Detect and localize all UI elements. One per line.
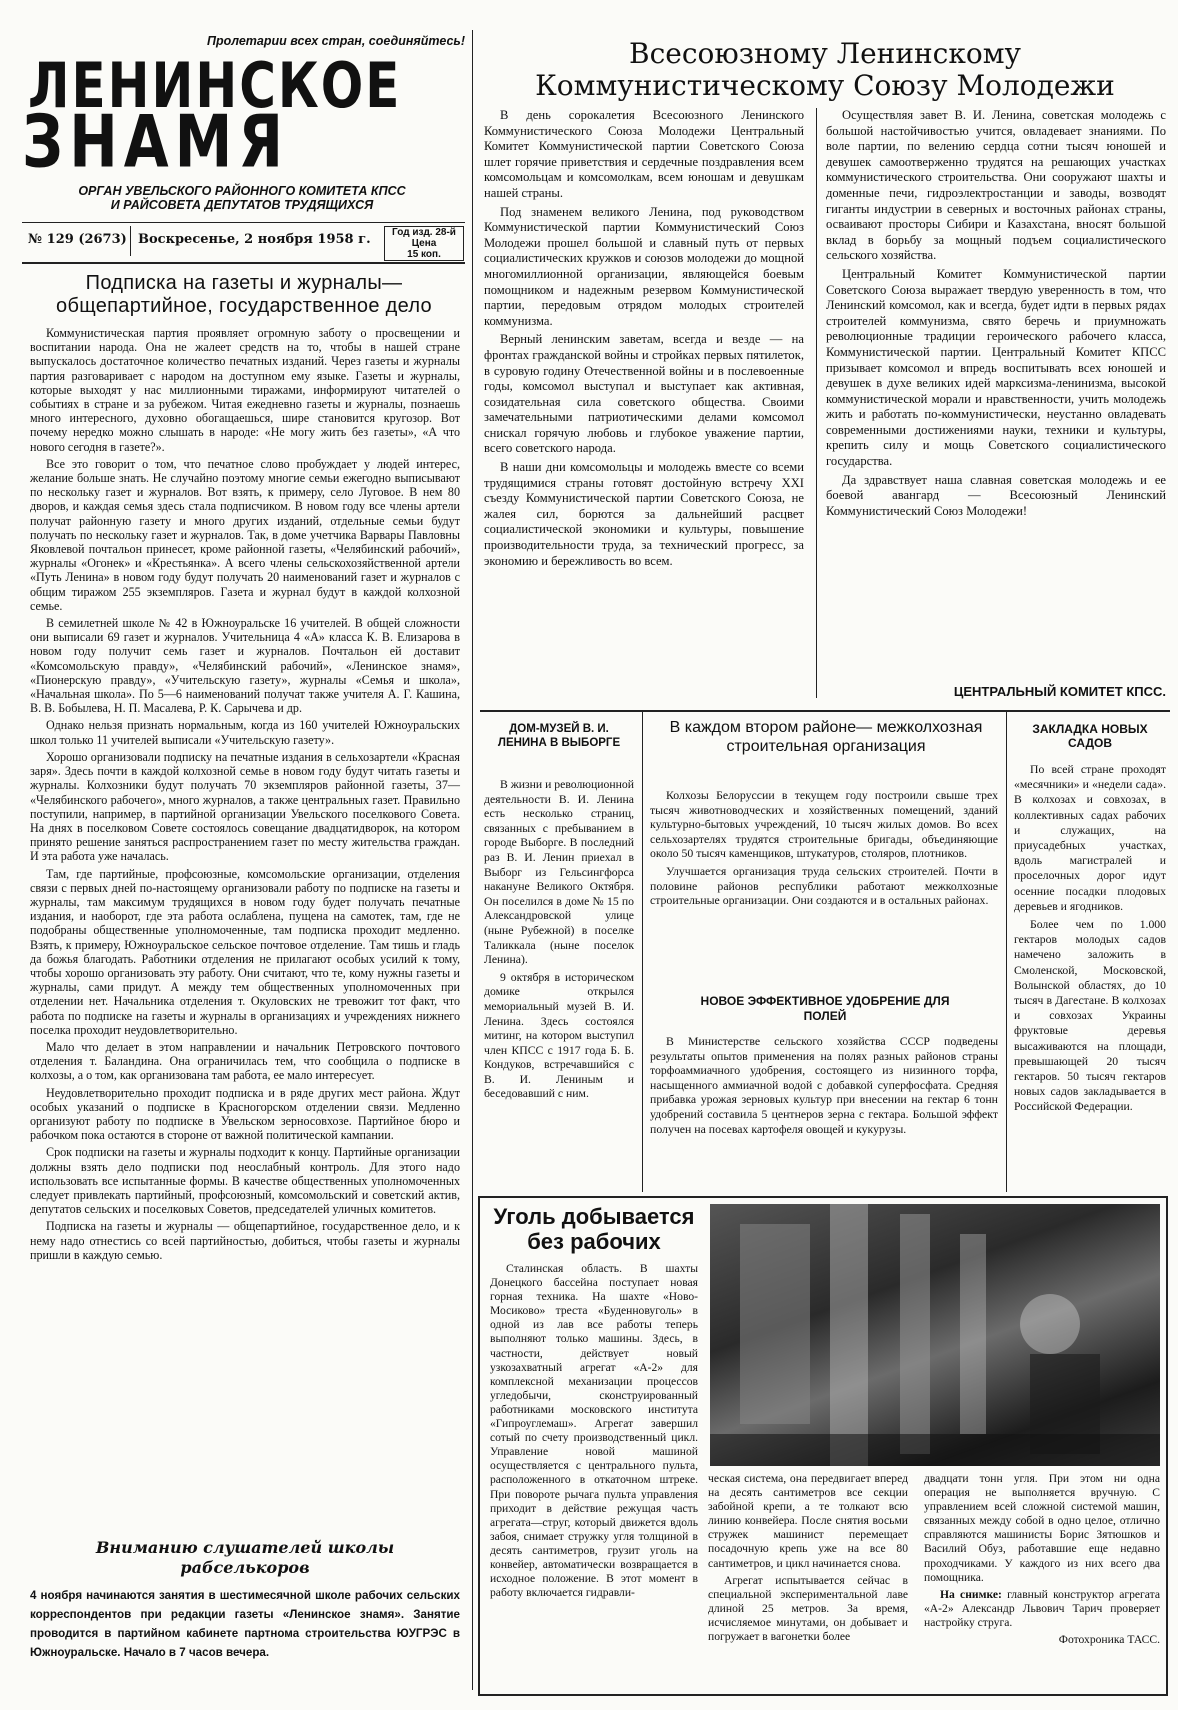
coal-paragraph: двадцати тонн угля. При этом ни одна операция не выполняется вручную. С управлением всей сложной системой машин, связанных между собой в одно целое, отлично справляются машинисты Борис Зятюшков и Василий Обуз, работавшие еще недавно проходчиками. У каждого из них всего два помощника.: [924, 1472, 1160, 1584]
lead-paragraph: Центральный Комитет Коммунистической партии Советского Союза выражает твердую уверенность в том, что Ленинский комсомол, как и всегда, будет идти в первых рядах строителей коммунизма, свято беречь и приумножать революционные традиции героического рабочего класса, Коммунистической партии. Центральный Комитет КПСС призывает комсомол и впредь воспитывать всех юношей и девушек в духе великих идей марксизма-ленинизма, высокой коммунистической морали и нравственности, учить молодежь жить и работать по-коммунистически, неустанно овладевать современными достижениями науки, техники и культуры, крепить силу и мощь Советского социалистического государства.: [826, 266, 1166, 469]
coal-paragraph: Агрегат испытывается сейчас в специальной экспериментальной лаве длиной 25 метров. За время, исчисляемое минутами, он добывает и погружает в вагонетки более: [708, 1573, 908, 1644]
museum-paragraph: 9 октября в историческом домике открылся мемориальный музей В. И. Ленина. Здесь состоялся митинг, на котором выступил член КПСС с 1917 года Б. Б. Кондуков, встречавшийся с В. И. Лениным и беседовавший с ним.: [484, 970, 634, 1101]
subscription-paragraph: Мало что делает в этом направлении и начальник Петровского почтового отделения т. Баландина. Она ограничилась тем, что сообщила о подписке в колхозы, а о том, как организована там работа, ее мало интересует.: [30, 1039, 460, 1083]
photo-credit: Фотохроника ТАСС.: [1058, 1633, 1160, 1647]
subscription-paragraph: Коммунистическая партия проявляет огромную заботу о просвещении и воспитании народа. Она не жалеет средств на то, чтобы в нашей стране выпускалось достаточное количество печатных изданий. Через газеты и журналы партия разговаривает с народом на доступном ему языке. Газеты и журналы, которые выходят у нас миллионными тиражами, информируют читателей о событиях в стране и за рубежом. Читая ежедневно газеты и журналы, познаешь много интересного, духовно обогащаешься, шире становится кругозор. Вот почему нередко можно слышать в народе: «Не могу жить без газеты», «А что нового сегодня в газете?».: [30, 326, 460, 454]
caption-text: главный конструктор агрегата «А-2» Александр Львович Тарич проверяет настройку струга.: [924, 1587, 1160, 1629]
lead-signature: ЦЕНТРАЛЬНЫЙ КОМИТЕТ КПСС.: [953, 684, 1166, 699]
notice-text: 4 ноября начинаются занятия в шестимесячной школе рабочих сельских корреспондентов при редакции газеты «Ленинское знамя». Занятие проводится в партийном кабинете партнома строительства ЮУГРЭС в Южноуральске. Начало в 7 часов вечера.: [30, 1589, 460, 1659]
gardens-title: ЗАКЛАДКА НОВЫХ САДОВ: [1032, 722, 1148, 750]
notice-title: [30, 1538, 460, 1578]
coal-paragraph: Сталинская область. В шахты Донецкого бассейна поступает новая горная техника. На шахте «Ново-Мосиково» треста «Буденновуголь» в одной из лав все работы теперь выполняют только машины. Здесь, в частности, действует новый узкозахватный агрегат «А-2» для комплексной механизации процессов угледобычи, сконструированный работниками московского института «Гипроуглемаш». Агрегат завершил сотый по счету производственный цикл. Управление новой машиной осуществляется с центрального пульта, расположенного в откаточном штреке. При повороте рычага пульта управления приходит в действие режущая часть агрегата—струг, который движется вдоль забоя, снимает стружку угля толщиной в десять сантиметров, грузит уголь на конвейер, автоматически возвращается в исходное положение. В этот момент в работу включается гидравли-: [490, 1262, 698, 1600]
subscription-paragraph: Неудовлетворительно проходит подписка и в ряде других мест района. Ждут особых указаний о подписке в Красногорском отделении связи. Медленно организуют работу по подписке в Увельском зерносовхозе. Партийное бюро и рабочком пока остаются в стороне от важной политической кампании.: [30, 1085, 460, 1143]
coal-column-2: [708, 1472, 908, 1647]
subscription-paragraph: Хорошо организовали подписку на печатные издания в сельхозартели «Красная заря». Здесь почти в каждой колхозной семье в новом году будут читать газеты и журналы. Колхозники будут получать 70 экземпляров районной газеты, 37— «Челябинского рабочего», много журналов, а также центральных газет. Правильно поступили, например, в партийной организации Увельского поселкового Совета. На днях в поселковом Совете состоялось совещание двадцатидворок, на котором принято решение заняться распространением газет по месту жительства граждан. И эта работа уже началась.: [30, 749, 460, 864]
subscription-paragraph: Все это говорит о том, что печатное слово пробуждает у людей интерес, желание больше знать. Не случайно поэтому многие семьи ежегодно выписывают по нескольку газет и журналов. Вот взять, к примеру, село Луговое. В нем 80 дворов, и каждая семья здесь стала подписчиком. В новом году все члены артели получат районную газету и много других изданий, отдельные семьи будут получать по нескольку газет и журналов. Так, в доме учетчика Варвары Павловны Яковлевой почтальон принесет, кроме районной газеты, «Челябинский рабочий», журналы «Огонек» и «Крестьянка». А всего члены сельскохозяйственной артели «Путь Ленина» в новом году будут получать 20 наименований газет и журналов с общим тиражом 255 экземпляров. Газета и журнал будут в каждой колхозной семье.: [30, 456, 460, 613]
issue-number: № 129 (2673): [28, 232, 127, 247]
fertilizer-title: НОВОЕ ЭФФЕКТИВНОЕ УДОБРЕНИЕ ДЛЯ ПОЛЕЙ: [700, 994, 950, 1023]
gardens-body: [1014, 762, 1166, 1118]
museum-paragraph: В жизни и революционной деятельности В. И. Ленина есть несколько страниц, связанных с пребыванием в городе Выборге. В последний раз В. И. Ленин приехал в Выборг из Гельсингфорса накануне Великого Октября. Он поселился в доме № 15 по Александровской улице (ныне Рубежной) в поселке Таликкала (ныне поселок Ленина).: [484, 778, 634, 967]
lead-paragraph: В день сорокалетия Всесоюзного Ленинского Коммунистического Союза Молодежи Центральный Комитет Коммунистической партии Советского Союза шлет горячие приветствия и сердечные поздравления всем комсомольцам и комсомолкам, всем юношам и девушкам нашей страны.: [484, 108, 804, 200]
lead-paragraph: Осуществляя завет В. И. Ленина, советская молодежь с большой настойчивостью учится, овладевает знаниями. По воле партии, по велению сердца сотни тысяч юношей и девушек самоотверженно трудятся на решающих участках коммунистического строительства. Они сооружают шахты и доменные печи, гидроэлектростанции и заводы, возводят гиганты индустрии в северных и восточных районах страны, осваивают просторы Сибири и Казахстана, вносят большой вклад в борьбу за мощный подъем социалистического сельского хозяйства.: [826, 108, 1166, 263]
construction-paragraph: Улучшается организация труда сельских строителей. Почти в половине районов республики работают межколхозные строительные организации. Они создаются и в остальных районах.: [650, 863, 998, 908]
lead-title-line2: Коммунистическому Союзу Молодежи: [535, 69, 1115, 102]
slogan: Пролетарии всех стран, соединяйтесь!: [206, 34, 465, 48]
subscription-body: [30, 326, 460, 1265]
lead-title-line1: Всесоюзному Ленинскому: [629, 37, 1021, 70]
masthead-title-line2: ЗНАМЯ: [22, 99, 290, 184]
gardens-paragraph: По всей стране проходят «месячники» и «недели сада». В колхозах и совхозах, в коллективных садах рабочих и служащих, на приусадебных участках, вдоль магистралей и проселочных дорог идут осенние посадки плодовых деревьев и ягодников.: [1014, 763, 1166, 913]
coal-column-3: [924, 1472, 1160, 1647]
lead-paragraph: Верный ленинским заветам, всегда и везде — на фронтах гражданской войны и стройках первых пятилеток, в суровую годину Отечественной войны и в послевоенные годы, комсомол выступал и выступает как активная, созидательная сила советского общества. Своими замечательными патриотическими делами комсомол снискал горячую любовь и глубокое уважение партии, всего советского народа.: [484, 332, 804, 456]
lead-paragraph: Под знаменем великого Ленина, под руководством Коммунистической партии Коммунистический Союз Молодежи прошел большой и славный путь от первых социалистических кружков и союзов молодежи до мощной многомиллионной организации, являющейся боевым помощником и надежным резервом Коммунистической партии, передовым отрядом молодых строителей коммунизма.: [484, 204, 804, 328]
coal-mining-photo: [710, 1204, 1160, 1466]
issue-date: Воскресенье, 2 ноября 1958 г.: [138, 232, 371, 247]
caption-label: На снимке:: [940, 1587, 1002, 1601]
publication-year: Год изд. 28-й: [392, 227, 456, 238]
masthead-subtitle: [22, 184, 462, 212]
price-value: 15 коп.: [407, 249, 441, 260]
subscription-paragraph: Подписка на газеты и журналы — общепартийное, государственное дело, и к нему надо отнестись со всей партийностью, добиться, чтобы газеты и журналы пришли в каждую семью.: [30, 1219, 460, 1262]
museum-title: ДОМ-МУЗЕЙ В. И. ЛЕНИНА В ВЫБОРГЕ: [497, 723, 621, 749]
year-price-box: [384, 226, 464, 261]
subscription-paragraph: Однако нельзя признать нормальным, когда из 160 учителей Южноуральских школ только 11 учителей выписали «Учительскую газету».: [30, 718, 460, 747]
subtitle-line1: ОРГАН УВЕЛЬСКОГО РАЙОННОГО КОМИТЕТА КПСС: [78, 184, 406, 198]
notice-title-line2: рабселькоров: [180, 1558, 310, 1577]
construction-body: [650, 788, 998, 911]
photo-caption: [924, 1588, 1160, 1630]
lead-title: [480, 38, 1170, 102]
museum-body: [484, 778, 634, 1105]
coal-title: [490, 1204, 698, 1254]
lead-paragraph: В наши дни комсомольцы и молодежь вместе со всеми трудящимися страны готовят достойную встречу XXI съезду Коммунистической партии Советского Союза, не жалея сил, борются за дальнейший расцвет социалистической экономики и культуры, повышение производительности труда, за технический прогресс, за экономию и бережливость во всем.: [484, 460, 804, 568]
construction-title: В каждом втором районе— межколхозная строительная организация: [669, 719, 983, 755]
coal-title-line1: Уголь добывается: [493, 1204, 695, 1229]
fertilizer-paragraph: В Министерстве сельского хозяйства СССР подведены результаты опытов применения на полях разных районов страны торфоаммиачного удобрения, состоящего из низинного торфа, насыщенного аммиачной водой с добавкой суперфосфата. Средняя прибавка урожая зерновых культур при внесении на гектар 6 тонн удобрений составила 5 центнеров зерна с гектара. Большой эффект получен на посевах картофеля овощей и кукурузы.: [650, 1034, 998, 1136]
lead-column-2: [826, 108, 1166, 522]
price-label: Цена: [411, 238, 437, 249]
subscription-paragraph: В семилетней школе № 42 в Южноуральске 16 учителей. В общей сложности они выписали 69 газет и журналов. Учительница 4 «А» класса К. В. Елизарова в новом году получит семь газет и журналов. Почтальон ей доставит «Комсомольскую правду», «Челябинский рабочий», «Ленинское знамя», «Пионерскую правду», «Учительскую газету», журналы «Семья и школа», «Начальная школа». По 5—6 наименований получат также учителя А. Г. Кашина, В. В. Бобылева, Н. П. Масалева, Р. К. Сарычева и др.: [30, 616, 460, 716]
subscription-title-line1: Подписка на газеты и журналы—: [85, 272, 403, 294]
notice-title-line1: Вниманию слушателей школы: [95, 1538, 395, 1557]
coal-title-line2: без рабочих: [527, 1229, 661, 1254]
lead-column-1: [484, 108, 804, 572]
mining-machine-image: [710, 1204, 1160, 1466]
subtitle-line2: И РАЙСОВЕТА ДЕПУТАТОВ ТРУДЯЩИХСЯ: [110, 198, 374, 212]
subscription-paragraph: Срок подписки на газеты и журналы подходит к концу. Партийные организации должны взять дело подписки под неослабный контроль. Для этого надо использовать все испытанные формы. В качестве общественных уполномоченных следует привлекать партийный, профсоюзный, комсомольский и советский актив, депутатов сельских и поселковых Советов, председателей уличных комитетов.: [30, 1145, 460, 1217]
gardens-paragraph: Более чем по 1.000 гектаров молодых садов намечено заложить в Смоленской, Московской, Волынской областях, до 10 тысяч в Дагестане. В колхозах и совхозах Украины фруктовые деревья высаживаются на площади, превышающей 20 тысяч гектаров. 50 тысяч гектаров новых садов закладывается в Российской Федерации.: [1014, 918, 1166, 1114]
subscription-title: [30, 272, 458, 318]
coal-paragraph: ческая система, она передвигает вперед на десять сантиметров все секции забойной крепи, а те толкают всю линию конвейера. После снятия восьми стружек машинист перемещает посадочную крепь уже на все 80 сантиметров, и цикл начинается снова.: [708, 1472, 908, 1570]
subscription-paragraph: Там, где партийные, профсоюзные, комсомольские организации, отделения связи с первых дней по-настоящему организовали работу по подписке на газеты и журналы, там максимум трудящихся в новом году будет получать печатные издания, и наоборот, где эта работа ослаблена, пущена на самотек, там, где не подобраны общественные уполномоченные, там подписка проходит медленно. Взять, к примеру, Южноуральское сельское почтовое отделение. Там тишь и гладь да божья благодать. Работники отделения не прилагают особых усилий к тому, чтобы хорошо организовать эту работу. Они считают, что те, кому нужны газеты и журналы, сами придут. А между тем общественных уполномоченных при отделении нет. Начальника отделения т. Окуловских не тревожит тот факт, что работа по подписке на газеты и журналы в организациях и учреждениях нижнего поселка проходит неудовлетворительно.: [30, 866, 460, 1037]
fertilizer-body: [650, 1034, 998, 1139]
construction-paragraph: Колхозы Белоруссии в текущем году построили свыше трех тысяч животноводческих и хозяйственных помещений, зданий культурно-бытовых учреждений, 10 тысяч жилых домов. Во всех сельхозартелях трудятся строительные бригады, объединяющие около 50 тысяч каменщиков, штукатуров, столяров, плотников.: [650, 788, 998, 861]
subscription-title-line2: общепартийное, государственное дело: [56, 295, 432, 317]
lead-paragraph: Да здравствует наша славная советская молодежь и ее боевой авангард — Всесоюзный Ленинский Коммунистический Союз Молодежи!: [826, 472, 1166, 518]
masthead-title-line1: ЛЕНИНСКОЕ: [28, 49, 402, 122]
coal-column-1: [490, 1262, 698, 1603]
